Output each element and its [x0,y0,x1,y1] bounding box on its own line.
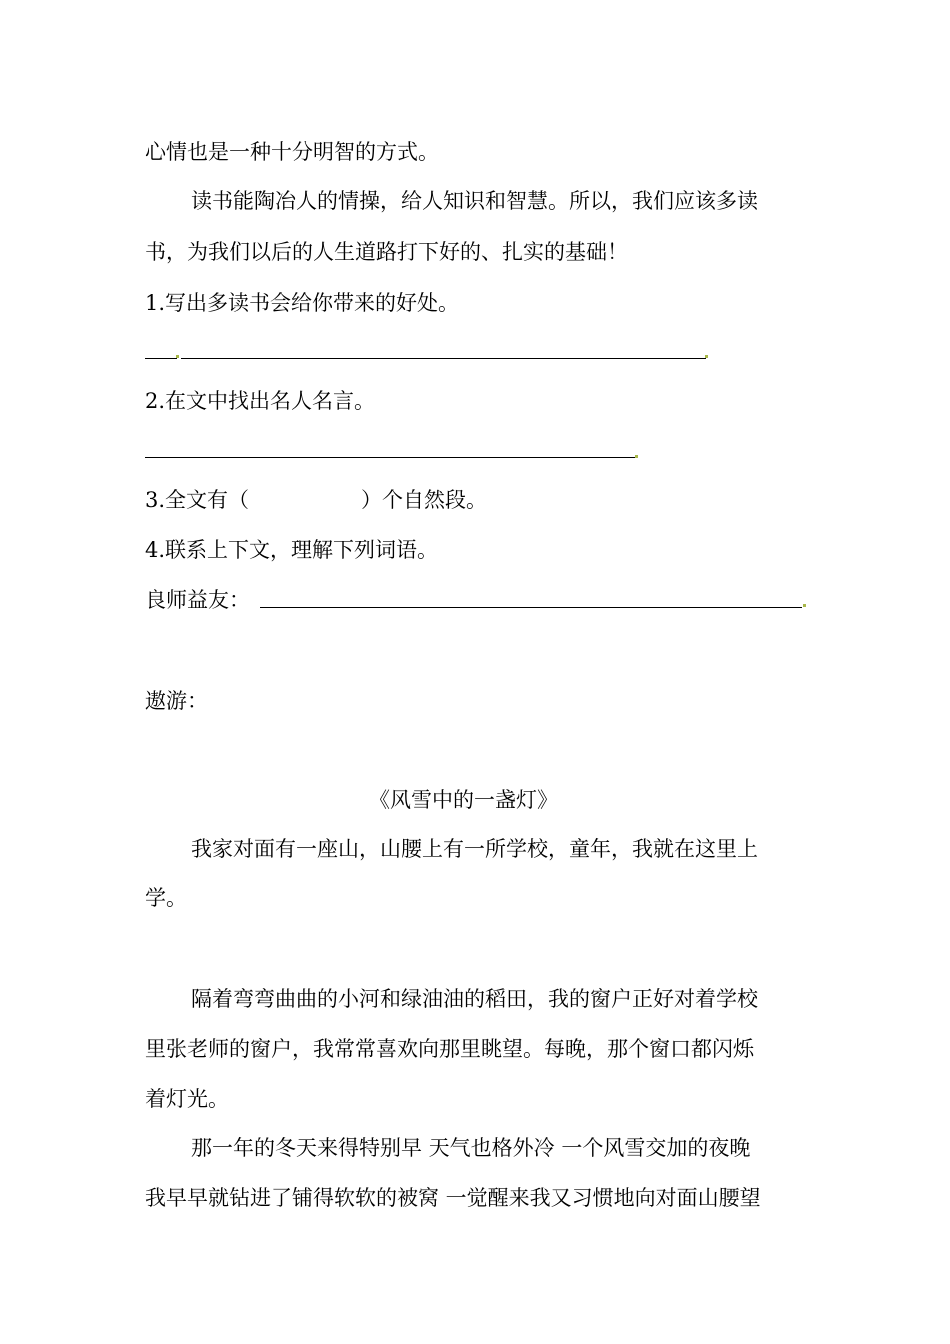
text-line: 心情也是一种十分明智的方式。 [145,140,439,164]
story-title: 《风雪中的一盏灯》 [369,788,558,812]
answer-line-2[interactable] [145,457,635,458]
story-line: 隔着弯弯曲曲的小河和绿油油的稻田，我的窗户正好对着学校 [191,987,758,1011]
mark-dot [635,455,638,458]
story-line: 里张老师的窗户，我常常喜欢向那里眺望。每晚，那个窗口都闪烁 [145,1037,754,1061]
story-line: 我早早就钻进了铺得软软的被窝 一觉醒来我又习惯地向对面山腰望 [145,1186,761,1210]
word-label: 遨游： [145,689,208,713]
question-1: 1.写出多读书会给你带来的好处。 [145,291,460,315]
text-line: 书，为我们以后的人生道路打下好的、扎实的基础！ [145,240,628,264]
story-line: 着灯光。 [145,1087,229,1111]
answer-line-word-1[interactable] [260,607,802,608]
text-line: 读书能陶冶人的情操，给人知识和智慧。所以，我们应该多读 [191,189,758,213]
question-2: 2.在文中找出名人名言。 [145,389,376,413]
mark-dot [803,604,806,607]
word-label: 良师益友： [145,588,250,612]
mark-dot [705,355,708,358]
story-line: 那一年的冬天来得特别早 天气也格外冷 一个风雪交加的夜晚 [191,1136,751,1160]
question-3-prefix: 3.全文有（ [145,488,250,512]
question-4: 4.联系上下文，理解下列词语。 [145,538,439,562]
answer-line-1[interactable] [145,358,706,359]
story-line: 我家对面有一座山，山腰上有一所学校，童年，我就在这里上 [191,837,758,861]
question-3-suffix: ）个自然段。 [361,488,488,512]
question-3 [145,485,487,515]
mark-dot [176,355,179,358]
story-line: 学。 [145,886,187,910]
